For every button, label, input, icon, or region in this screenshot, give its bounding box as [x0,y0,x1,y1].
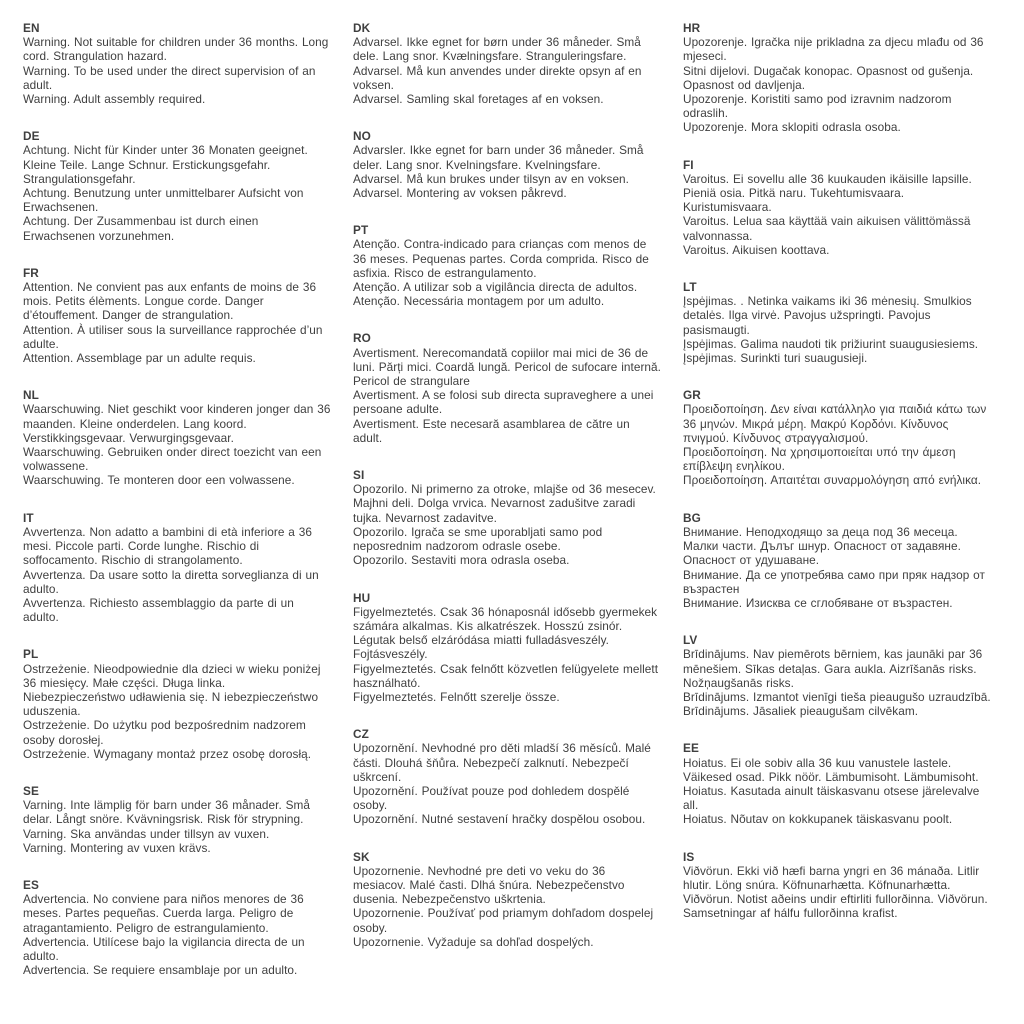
warning-paragraph: Warning. Adult assembly required. [23,92,206,107]
warning-paragraph: Advarsel. Må kun brukes under tilsyn av en voksen. [353,171,629,186]
warning-paragraph: Upozornenie. Nevhodné pre deti vo veku do 36 mesiacov. Malé časti. Dlhá šnúra. Nebezpečenstvo dusenia. Nebezpečenstvo uškrtenia. [353,863,625,907]
warning-paragraph: Achtung. Benutzung unter unmittelbarer Aufsicht von Erwachsenen. [23,186,304,215]
language-code: EN [23,21,40,35]
language-section-bg [683,511,991,610]
language-section-is [683,850,991,921]
warning-paragraph: Atenção. Contra-indicado para crianças com menos de 36 meses. Pequenas partes. Corda comprida. Risco de asfixia. Risco de estrangulamento. [353,237,649,280]
warning-paragraph: Avertisment. A se folosi sub directa supraveghere a unei persoane adulte. [353,388,654,417]
column-1 [23,21,331,1000]
warning-paragraph: Įspėjimas. Surinkti turi suaugusieji. [683,351,868,366]
warning-paragraph: Upozorenje. Igračka nije prikladna za djecu mlađu od 36 mjeseci. [683,35,984,64]
language-code: HR [683,21,701,35]
language-code: LV [683,633,698,648]
warning-paragraph: Advarsel. Samling skal foretages af en voksen. [353,92,604,107]
language-code: SK [353,849,370,864]
warning-paragraph: Hoiatus. Kasutada ainult täiskasvanu otsese järelevalve all. [683,783,980,813]
warning-paragraph: Attention. Assemblage par un adulte requis. [23,351,256,366]
warning-paragraph: Sitni dijelovi. Dugačak konopac. Opasnost od gušenja. Opasnost od davljenja. [683,63,974,92]
warning-paragraph: Προειδοποίηση. Να χρησιμοποιείται υπό την άμεση επίβλεψη ενηλίκου. [683,445,956,474]
language-section-it [23,511,331,625]
language-code: FR [23,265,39,280]
language-code: BG [683,510,701,525]
warning-paragraph: Opozorilo. Igrača se sme uporabljati samo pod neposrednim nadzorom odrasle osebe. [353,524,603,554]
column-2 [353,21,661,1000]
warning-paragraph: Warning. Not suitable for children under 36 months. Long cord. Strangulation hazard. [23,35,329,64]
warning-paragraph: Figyelmeztetés. Felnőtt szerelje össze. [353,689,560,704]
warning-paragraph: Brīdinājums. Jāsaliek pieaugušam cilvēkam. [683,704,919,719]
warning-paragraph: Προειδοποίηση. Δεν είναι κατάλληλο για παιδιά κάτω των 36 μηνών. Μικρά μέρη. Μακρύ Κορδόνι. Κίνδυνος πνιγμού. Κίνδυνος στραγγαλισμού. [683,402,987,445]
warning-paragraph: Advertencia. Se requiere ensamblaje por un adulto. [23,963,298,978]
warning-paragraph: Viðvörun. Ekki við hæfi barna yngri en 36 mánaða. Litlir hlutir. Löng snúra. Köfnunarhætta. Köfnunarhætta. [683,863,980,892]
warning-paragraph: Varning. Ska användas under tillsyn av vuxen. [23,826,270,841]
language-section-pt [353,223,661,308]
warning-paragraph: Figyelmeztetés. Csak 36 hónaposnál idősebb gyermekek számára alkalmas. Kis alkatrészek. Hosszú zsinór. Légutak belső elzáródása miatti fulladásveszély. Fojtásveszély. [353,604,658,662]
language-code: ES [23,877,39,892]
warning-columns [23,21,1024,1000]
warning-paragraph: Varning. Montering av vuxen krävs. [23,840,211,855]
warning-paragraph: Figyelmeztetés. Csak felnőtt közvetlen felügyelete mellett használható. [353,661,659,690]
language-section-en [23,21,331,106]
warning-paragraph: Varoitus. Ei sovellu alle 36 kuukauden ikäisille lapsille. Pieniä osia. Pitkä naru. Tukehtumisvaara. Kuristumisvaara. [683,171,972,215]
warning-paragraph: Ostrzeżenie. Wymagany montaż przez osobę dorosłą. [23,746,312,761]
language-section-si [353,468,661,567]
warning-paragraph: Achtung. Nicht für Kinder unter 36 Monaten geeignet. Kleine Teile. Lange Schnur. Erstickungsgefahr. Strangulationsgefahr. [23,143,308,186]
warning-paragraph: Brīdinājums. Izmantot vienīgi tieša pieaugušo uzraudzībā. [683,689,991,704]
language-section-dk [353,21,661,106]
warning-paragraph: Advertencia. Utilícese bajo la vigilancia directa de un adulto. [23,934,305,963]
language-section-no [353,129,661,200]
language-code: IS [683,849,695,864]
warning-paragraph: Opozorilo. Ni primerno za otroke, mlajše od 36 mesecev. Majhni deli. Dolga vrvica. Nevarnost zadušitve zaradi tujka. Nevarnost zadavitve. [353,482,656,525]
language-section-hu [353,591,661,705]
warning-paragraph: Upozorenje. Koristiti samo pod izravnim nadzorom odraslih. [683,92,952,121]
language-section-fr [23,266,331,365]
warning-paragraph: Įspėjimas. Galima naudoti tik prižiurint suaugusiesiems. [683,336,979,351]
warning-paragraph: Attention. Ne convient pas aux enfants de moins de 36 mois. Petits élèments. Longue corde. Danger d’étouffement. Danger de strangulation. [23,280,317,323]
warning-paragraph: Waarschuwing. Gebruiken onder direct toezicht van een volwassene. [23,445,322,474]
language-section-fi [683,158,991,257]
language-code: GR [683,388,701,403]
warning-paragraph: Varoitus. Aikuisen koottava. [683,242,830,257]
language-code: RO [353,331,371,346]
warning-paragraph: Advarsler. Ikke egnet for barn under 36 måneder. Små deler. Lang snor. Kvelningsfare. Kvelningsfare. [353,143,644,172]
warning-paragraph: Upozorenje. Mora sklopiti odrasla osoba. [683,120,901,135]
language-section-se [23,784,331,855]
warning-paragraph: Avvertenza. Non adatto a bambini di età inferiore a 36 mesi. Piccole parti. Corde lunghe. Rischio di soffocamento. Rischio di strangolamento. [23,524,312,568]
language-code: NL [23,388,39,403]
warning-paragraph: Upozornění. Nevhodné pro děti mladší 36 měsíců. Malé části. Dlouhá šňůra. Nebezpečí zalknutí. Nebezpečí uškrcení. [353,741,651,784]
warning-paragraph: Προειδοποίηση. Απαιτέται συναρμολόγηση από ενήλικα. [683,473,982,488]
language-section-cz [353,727,661,826]
language-code: IT [23,510,34,525]
warning-paragraph: Внимание. Да се употребява само при пряк надзор от възрастен [683,567,985,596]
warning-paragraph: Įspėjimas. . Netinka vaikams iki 36 mėnesių. Smulkios detalės. Ilga virvė. Pavojus užspringti. Pavojus pasismaugti. [683,294,972,337]
language-section-lt [683,280,991,365]
language-section-hr [683,21,991,135]
warning-paragraph: Avvertenza. Richiesto assemblaggio da parte di un adulto. [23,595,294,625]
language-code: EE [683,741,699,756]
language-section-ro [353,331,661,445]
language-code: FI [683,157,694,172]
warning-paragraph: Varning. Inte lämplig för barn under 36 månader. Små delar. Långt snöre. Kvävningsrisk. Risk för strypning. [23,798,311,827]
language-code: DK [353,21,371,35]
language-code: NO [353,129,371,144]
warning-paragraph: Upozornění. Nutné sestavení hračky dospělou osobou. [353,812,646,827]
language-section-es [23,878,331,977]
warning-paragraph: Hoiatus. Ei ole sobiv alla 36 kuu vanustele lastele. Väikesed osad. Pikk nöör. Lämbumisoht. Lämbumisoht. [683,755,979,784]
warning-paragraph: Hoiatus. Nõutav on kokkupanek täiskasvanu poolt. [683,812,953,827]
warning-paragraph: Внимание. Изисква се сглобяване от възрастен. [683,595,953,610]
warning-paragraph: Upozornenie. Vyžaduje sa dohľad dospelých. [353,934,594,949]
warning-paragraph: Advertencia. No conviene para niños menores de 36 meses. Partes pequeñas. Cuerda larga. Peligro de atragantamiento. Peligro de estrangulamiento. [23,892,304,935]
language-section-sk [353,850,661,949]
language-code: LT [683,280,697,295]
warning-paragraph: Avertisment. Este necesară asamblarea de către un adult. [353,416,630,445]
warning-paragraph: Attention. À utiliser sous la surveillance rapprochée d’un adulte. [23,322,323,351]
language-code: DE [23,129,40,144]
warning-paragraph: Viðvörun. Notist aðeins undir eftirliti fullorðinna. Viðvörun. Samsetningar af hálfu fullorðinna krafist. [683,892,988,921]
language-code: PT [353,223,369,238]
language-code: CZ [353,727,369,742]
language-section-ee [683,741,991,826]
warning-paragraph: Avertisment. Nerecomandată copiilor mai mici de 36 de luni. Părți mici. Coardă lungă. Pericol de sufocare internă. Pericol de strangulare [353,345,661,389]
warning-paragraph: Ostrzeżenie. Nieodpowiednie dla dzieci w wieku poniżej 36 miesięcy. Małe części. Długa linka. Niebezpieczeństwo udławienia się. N iebezpieczeństwo uduszenia. [23,661,321,719]
warning-paragraph: Brīdinājums. Nav piemērots bērniem, kas jaunāki par 36 mēnešiem. Sīkas detaļas. Gara aukla. Aizrīšanās risks. Nožņaugšanās risks. [683,647,983,690]
warning-paragraph: Ostrzeżenie. Do użytku pod bezpośrednim nadzorem osoby dorosłej. [23,718,306,747]
language-code: SE [23,783,39,798]
warning-paragraph: Upozornenie. Používať pod priamym dohľadom dospelej osoby. [353,906,654,935]
warning-paragraph: Atenção. A utilizar sob a vigilância directa de adultos. Atenção. Necessária montagem por um adulto. [353,280,638,309]
warning-paragraph: Waarschuwing. Niet geschikt voor kinderen jonger dan 36 maanden. Kleine onderdelen. Lang koord. Verstikkingsgevaar. Verwurgingsgevaar. [23,402,331,445]
column-3 [683,21,991,1000]
warning-paragraph: Achtung. Der Zusammenbau ist durch einen Erwachsenen vorzunehmen. [23,214,259,243]
language-section-lv [683,633,991,718]
warning-paragraph: Advarsel. Montering av voksen påkrevd. [353,186,567,201]
language-section-pl [23,647,331,761]
warning-paragraph: Waarschuwing. Te monteren door een volwassene. [23,473,295,488]
language-code: SI [353,468,365,483]
warning-paragraph: Avvertenza. Da usare sotto la diretta sorveglianza di un adulto. [23,567,319,596]
warning-paragraph: Advarsel. Må kun anvendes under direkte opsyn af en voksen. [353,63,642,92]
warning-paragraph: Varoitus. Lelua saa käyttää vain aikuisen välittömässä valvonnassa. [683,214,971,243]
language-section-gr [683,388,991,487]
warning-paragraph: Opozorilo. Sestaviti mora odrasla oseba. [353,553,570,568]
language-code: PL [23,647,39,662]
warning-paragraph: Upozornění. Používat pouze pod dohledem dospělé osoby. [353,783,630,813]
warning-paragraph: Advarsel. Ikke egnet for børn under 36 måneder. Små dele. Lang snor. Kvælningsfare. Stranguleringsfare. [353,35,641,64]
language-section-nl [23,388,331,487]
language-code: HU [353,590,371,605]
warning-paragraph: Внимание. Неподходящо за деца под 36 месеца. Малки части. Дълъг шнур. Опасност от задавяне. Опасност от удушаване. [683,524,961,568]
warning-paragraph: Warning. To be used under the direct supervision of an adult. [23,63,316,92]
language-section-de [23,129,331,243]
